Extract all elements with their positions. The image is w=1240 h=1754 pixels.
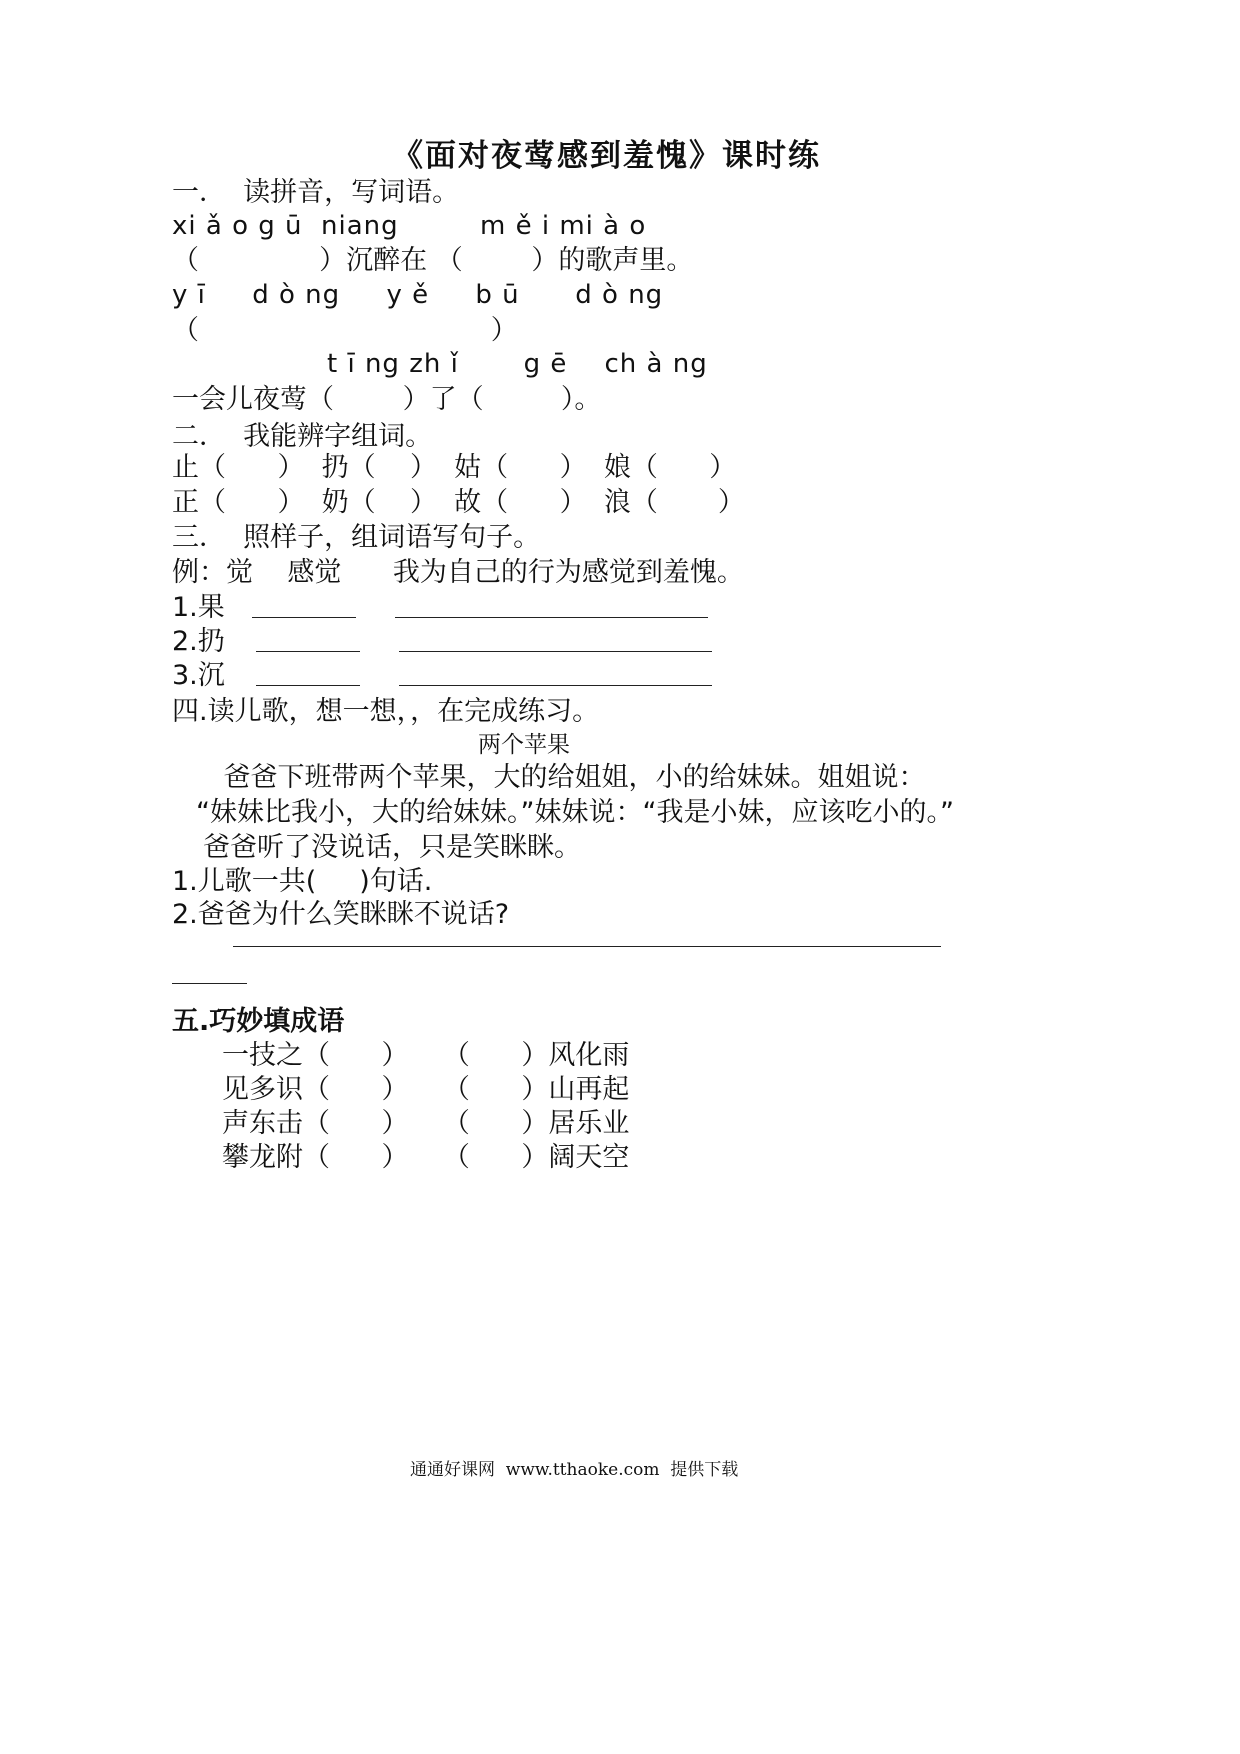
section-5-heading: 五.巧妙填成语	[172, 1006, 345, 1037]
item-3-word-blank	[256, 685, 360, 686]
blank-line-3: 一会儿夜莺（ ）了（ ）。	[172, 384, 602, 415]
section-4-heading: 四.读儿歌，想一想，，在完成练习。	[172, 696, 600, 727]
poem-line-1: 爸爸下班带两个苹果，大的给姐姐，小的给妹妹。姐姐说：	[172, 762, 926, 793]
footer-credit: 通通好课网 www.tthaoke.com 提供下载	[410, 1460, 739, 1480]
idiom-row-3: 声东击（ ） （ ）居乐业	[222, 1108, 630, 1139]
pinyin-xiaoguniang: xi ǎ o g ū niang	[172, 211, 399, 241]
item-2-word-blank	[256, 651, 360, 652]
item-3-label: 3.沉	[172, 660, 225, 691]
blank-line-1: （ ）沉醉在 （ ）的歌声里。	[172, 245, 694, 276]
answer-blank-continuation	[172, 983, 247, 984]
example-line: 例：觉 感觉 我为自己的行为感觉到羞愧。	[172, 557, 744, 588]
question-2: 2.爸爸为什么笑眯眯不说话?	[172, 899, 510, 930]
pinyin-meimiao: m ě i mi à o	[480, 211, 647, 241]
section-3-heading: 三． 照样子，组词语写句子。	[172, 522, 541, 553]
blank-line-2: （ ）	[172, 315, 518, 346]
idiom-row-2: 见多识（ ） （ ）山再起	[222, 1074, 630, 1105]
idiom-row-1: 一技之（ ） （ ）风化雨	[222, 1040, 630, 1071]
pinyin-yidongyebudong: y ī d ò ng y ě b ū d ò ng	[172, 280, 664, 310]
question-1: 1.儿歌一共( )句话.	[172, 866, 433, 897]
poem-title: 两个苹果	[478, 732, 570, 758]
item-2-label: 2.扔	[172, 626, 225, 657]
item-1-sentence-blank	[395, 617, 708, 618]
answer-blank-line	[233, 946, 941, 947]
poem-line-3: 爸爸听了没说话，只是笑眯眯。	[203, 832, 581, 863]
section-1-heading: 一． 读拼音，写词语。	[172, 177, 460, 208]
item-1-label: 1.果	[172, 592, 225, 623]
section-2-heading: 二． 我能辨字组词。	[172, 421, 433, 452]
item-3-sentence-blank	[399, 685, 712, 686]
worksheet-title: 《面对夜莺感到羞愧》课时练	[392, 138, 821, 174]
pinyin-tingzhi-gechang: t ī ng zh ǐ g ē ch à ng	[327, 349, 708, 379]
idiom-row-4: 攀龙附（ ） （ ）阔天空	[222, 1142, 630, 1173]
item-1-word-blank	[252, 617, 356, 618]
char-row-1: 止（ ） 扔（ ） 姑（ ） 娘（ ）	[172, 452, 737, 483]
poem-line-2: “妹妹比我小，大的给妹妹。”妹妹说：“我是小妹，应该吃小的。”	[196, 797, 954, 828]
char-row-2: 正（ ） 奶（ ） 故（ ） 浪（ ）	[172, 487, 745, 518]
item-2-sentence-blank	[399, 651, 712, 652]
